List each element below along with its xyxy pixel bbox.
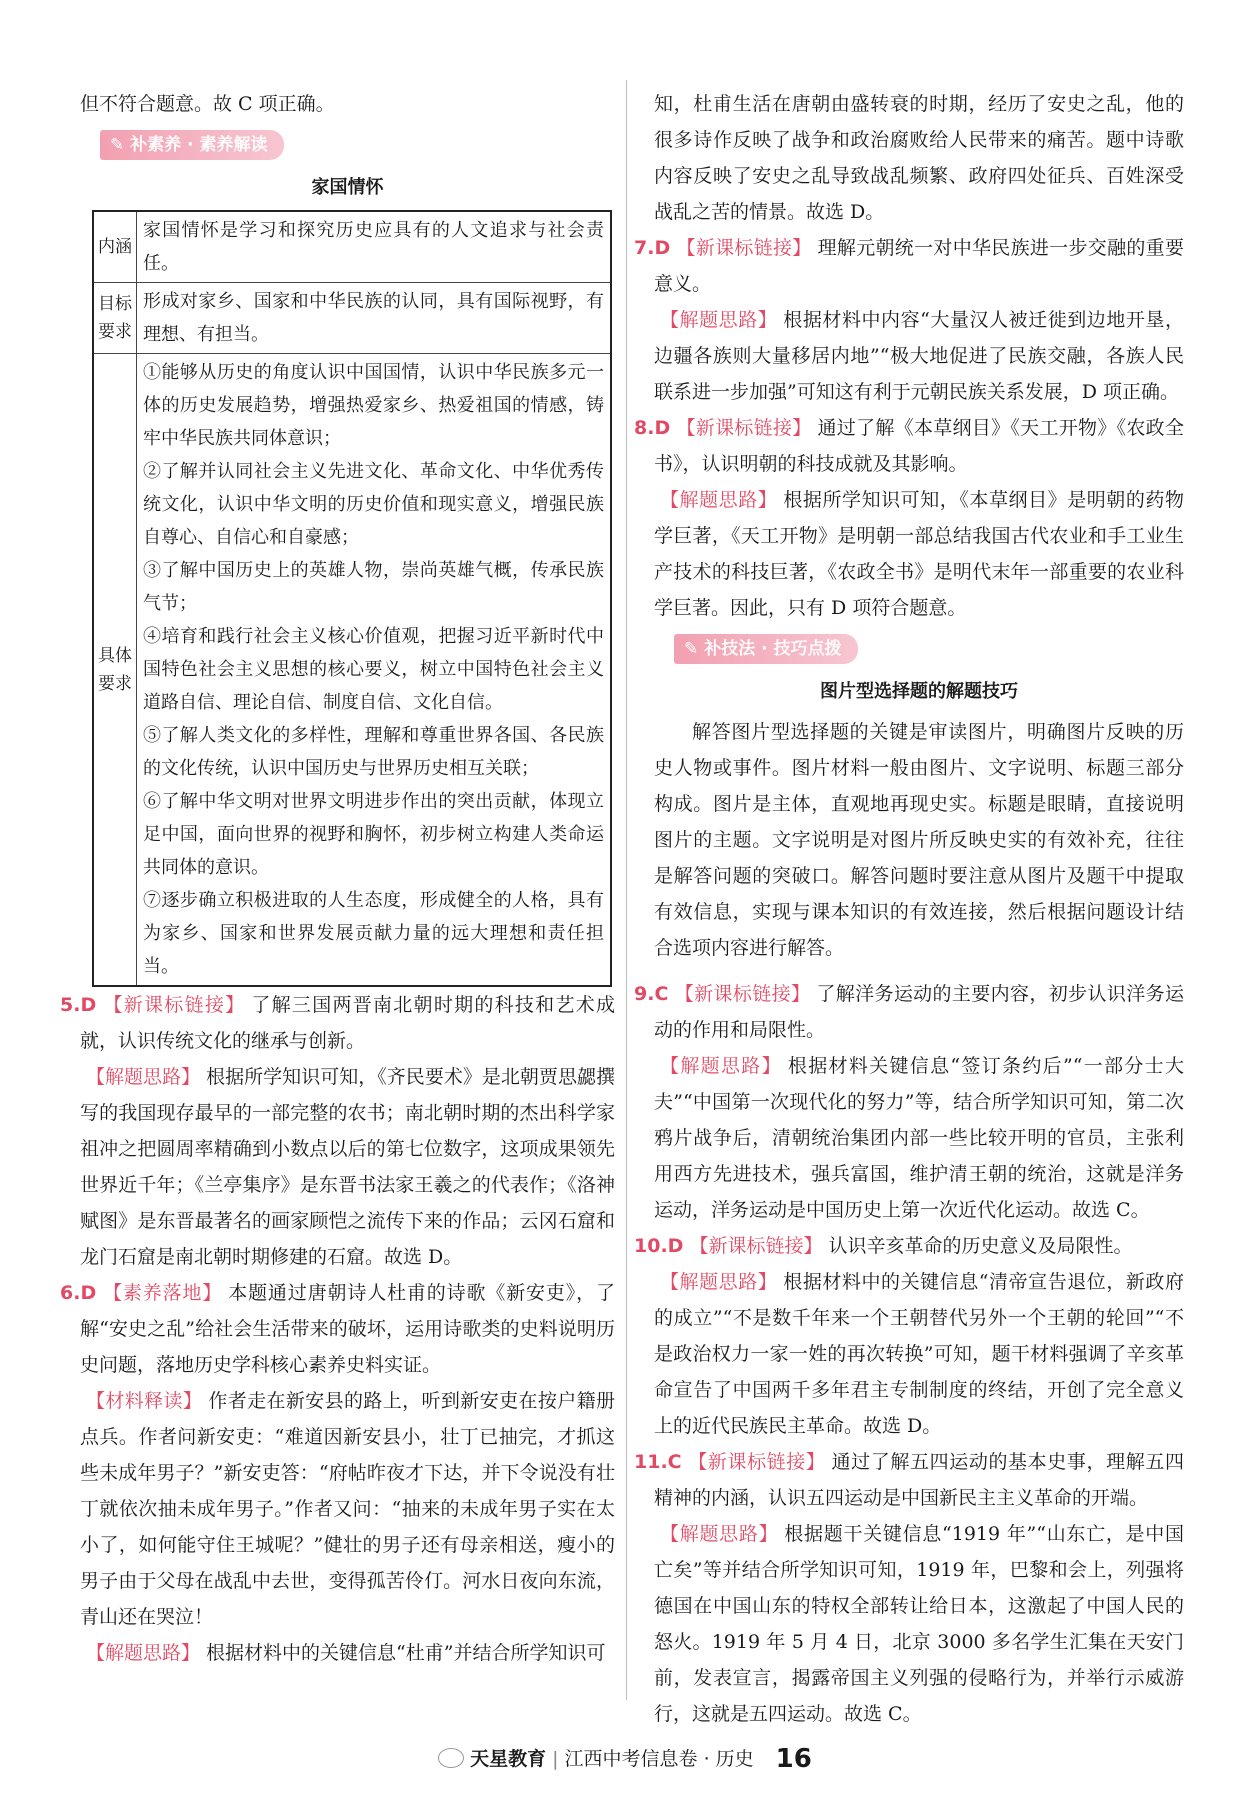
footer-separator: |: [552, 1748, 559, 1770]
q6-material: 【材料释读】 作者走在新安县的路上，听到新安吏在按户籍册点兵。作者问新安吏：“难道因新安县小，壮丁已抽完，才抓这些未成年男子？”新安吏答：“府帖昨夜才下达，并下令说没有壮丁就依次抽未成年男子。”作者又问：“抽来的未成年男子实在太小了，如何能守住王城呢？”健壮的男子还有母亲相送，瘦小的男子由于父母在战乱中去世，变得孤苦伶仃。河水日夜向东流，青山还在哭泣！: [80, 1390, 615, 1628]
q8-standard: 8.D 【新课标链接】 通过了解《本草纲目》《天工开物》《农政全书》，认识明朝的科技成就及其影响。: [634, 417, 1184, 475]
q6-solution-continued: 知，杜甫生活在唐朝由盛转衰的时期，经历了安史之乱，他的很多诗作反映了战争和政治腐败给人民带来的痛苦。题中诗歌内容反映了安史之乱导致战乱频繁、政府四处征兵、百姓深受战乱之苦的情景。故选 D。: [654, 93, 1184, 223]
pencil-icon: ✎: [110, 135, 125, 155]
q5-solution: 【解题思路】 根据所学知识可知，《齐民要术》是北朝贾思勰撰写的我国现存最早的一部完整的农书；南北朝时期的杰出科学家祖冲之把圆周率精确到小数点以后的第七位数字，这项成果领先世界近千年；《兰亭集序》是东晋书法家王羲之的代表作；《洛神赋图》是东晋最著名的画家顾恺之流传下来的作品；云冈石窟和龙门石窟是南北朝时期修建的石窟。故选 D。: [80, 1066, 615, 1268]
row-label: 内涵: [93, 211, 137, 283]
q5-standard: 5.D 【新课标链接】 了解三国两晋南北朝时期的科技和艺术成就，认识传统文化的继承与创新。: [60, 994, 615, 1052]
q11-solution: 【解题思路】 根据题干关键信息“1919 年”“山东亡，是中国亡矣”等并结合所学知识可知，1919 年，巴黎和会上，列强将德国在中国山东的特权全部转让给日本，这激起了中国人民的怒火。1919 年 5 月 4 日，北京 3000 多名学生汇集在天安门前，发表宣言，揭露帝国主义列强的侵略行为，并举行示威游行，这就是五四运动。故选 C。: [654, 1523, 1184, 1725]
req-item: ①能够从历史的角度认识中国国情，认识中华民族多元一体的历史发展趋势，增强热爱家乡、热爱祖国的情感，铸牢中华民族共同体意识；: [143, 362, 604, 449]
req-item: ⑤了解人类文化的多样性，理解和尊重世界各国、各民族的文化传统，认识中国历史与世界历史相互关联；: [143, 725, 604, 779]
question-number: 5.D: [60, 994, 97, 1016]
req-item: ⑦逐步确立积极进取的人生态度，形成健全的人格，具有为家乡、国家和世界发展贡献力量的远大理想和责任担当。: [143, 890, 604, 977]
tag-label: 【新课标链接】: [676, 237, 812, 259]
q4-ending: 但不符合题意。故 C 项正确。: [80, 93, 335, 115]
patriotism-table: [92, 210, 612, 987]
tag-label: 【新课标链接】: [102, 994, 246, 1016]
tag-label: 【新课标链接】: [676, 417, 812, 439]
tag-label: 【解题思路】: [86, 1642, 201, 1664]
box-title: 家国情怀: [311, 177, 384, 198]
tag-label: 【新课标链接】: [689, 1235, 823, 1257]
row-content: 形成对家乡、国家和中华民族的认同，具有国际视野，有理想、有担当。: [137, 283, 612, 354]
req-item: ⑥了解中华文明对世界文明进步作出的突出贡献，体现立足中国，面向世界的视野和胸怀，初步树立构建人类命运共同体的意识。: [143, 791, 604, 878]
skill-text: 解答图片型选择题的关键是审读图片，明确图片反映的历史人物或事件。图片材料一般由图片、文字说明、标题三部分构成。图片是主体，直观地再现史实。标题是眼睛，直接说明图片的主题。文字说明是对图片所反映史实的有效补充，往往是解答问题的突破口。解答问题时要注意从图片及题干中提取有效信息，实现与课本知识的有效连接，然后根据问题设计结合选项内容进行解答。: [654, 721, 1184, 959]
q7-standard: 7.D 【新课标链接】 理解元朝统一对中华民族进一步交融的重要意义。: [634, 237, 1184, 295]
skill-title: 图片型选择题的解题技巧: [820, 681, 1018, 702]
q9-solution: 【解题思路】 根据材料关键信息“签订条约后”“一部分士大夫”“中国第一次现代化的努力”等，结合所学知识可知，第二次鸦片战争后，清朝统治集团内部一些比较开明的官员，主张利用西方先进技术，强兵富国，维护清王朝的统治，这就是洋务运动，洋务运动是中国历史上第一次近代化运动。故选 C。: [654, 1055, 1184, 1221]
brand-name: 天星教育: [470, 1748, 547, 1770]
q9-standard: 9.C 【新课标链接】 了解洋务运动的主要内容，初步认识洋务运动的作用和局限性。: [634, 983, 1184, 1041]
row-label: 具体要求: [93, 354, 137, 987]
tag-label: 【解题思路】: [660, 489, 778, 511]
question-number: 6.D: [60, 1282, 97, 1304]
tag-label: 【新课标链接】: [674, 983, 811, 1005]
tag-label: 【材料释读】: [86, 1390, 203, 1412]
column-divider: [626, 80, 627, 1700]
tag-label: 【解题思路】: [86, 1066, 201, 1088]
tag-label: 【素养落地】: [102, 1282, 223, 1304]
booklet-title: 江西中考信息卷 · 历史: [564, 1748, 754, 1770]
right-column: [634, 86, 1184, 1732]
pencil-icon: ✎: [684, 639, 699, 659]
q10-standard: 10.D 【新课标链接】 认识辛亥革命的历史意义及局限性。: [634, 1235, 1133, 1257]
question-number: 9.C: [634, 983, 669, 1005]
q6-solution: 【解题思路】 根据材料中的关键信息“杜甫”并结合所学知识可: [86, 1642, 606, 1664]
page-footer: [0, 1744, 1250, 1774]
q10-solution: 【解题思路】 根据材料中的关键信息“清帝宣告退位，新政府的成立”“不是数千年来一个王朝替代另外一个王朝的轮回”“不是政治权力一家一姓的再次转换”可知，题干材料强调了辛亥革命宣告了中国两千多年君主专制制度的终结，开创了完全意义上的近代民族民主革命。故选 D。: [654, 1271, 1184, 1437]
tag-label: 【解题思路】: [660, 1271, 778, 1293]
tag-label: 【解题思路】: [660, 1055, 782, 1077]
req-item: ②了解并认同社会主义先进文化、革命文化、中华优秀传统文化，认识中华文明的历史价值和现实意义，增强民族自尊心、自信心和自豪感；: [143, 461, 604, 548]
q8-solution: 【解题思路】 根据所学知识可知，《本草纲目》是明朝的药物学巨著，《天工开物》是明朝一部总结我国古代农业和手工业生产技术的科技巨著，《农政全书》是明代末年一部重要的农业科学巨著。因此，只有 D 项符合题意。: [654, 489, 1184, 619]
question-number: 8.D: [634, 417, 671, 439]
brand-logo-icon: [438, 1748, 464, 1768]
tag-label: 【新课标链接】: [687, 1451, 826, 1473]
q7-solution: 【解题思路】 根据材料中内容“大量汉人被迁徙到边地开垦，边疆各族则大量移居内地”“极大地促进了民族交融，各族人民联系进一步加强”可知这有利于元朝民族关系发展，D 项正确。: [654, 309, 1184, 403]
row-label: 目标要求: [93, 283, 137, 354]
question-number: 11.C: [634, 1451, 682, 1473]
table-row: [93, 283, 611, 354]
banner-literacy: ✎ 补素养 · 素养解读: [100, 130, 284, 160]
q6-literacy: 6.D 【素养落地】 本题通过唐朝诗人杜甫的诗歌《新安吏》，了解“安史之乱”给社会生活带来的破坏，运用诗歌类的史料说明历史问题，落地历史学科核心素养史料实证。: [60, 1282, 615, 1376]
page-number: 16: [775, 1744, 812, 1774]
table-row: [93, 354, 611, 987]
left-column: [60, 86, 615, 1671]
q11-standard: 11.C 【新课标链接】 通过了解五四运动的基本史事，理解五四精神的内涵，认识五四运动是中国新民主主义革命的开端。: [634, 1451, 1184, 1509]
req-item: ④培育和践行社会主义核心价值观，把握习近平新时代中国特色社会主义思想的核心要义，树立中国特色社会主义道路自信、理论自信、制度自信、文化自信。: [143, 626, 604, 713]
row-content: 家国情怀是学习和探究历史应具有的人文追求与社会责任。: [137, 211, 612, 283]
tag-label: 【解题思路】: [660, 1523, 779, 1545]
req-item: ③了解中国历史上的英雄人物，崇尚英雄气概，传承民族气节；: [143, 560, 604, 614]
table-row: [93, 211, 611, 283]
row-content: [137, 354, 612, 987]
question-number: 7.D: [634, 237, 671, 259]
banner-technique: ✎ 补技法 · 技巧点拨: [674, 634, 858, 664]
question-number: 10.D: [634, 1235, 684, 1257]
tag-label: 【解题思路】: [660, 309, 778, 331]
